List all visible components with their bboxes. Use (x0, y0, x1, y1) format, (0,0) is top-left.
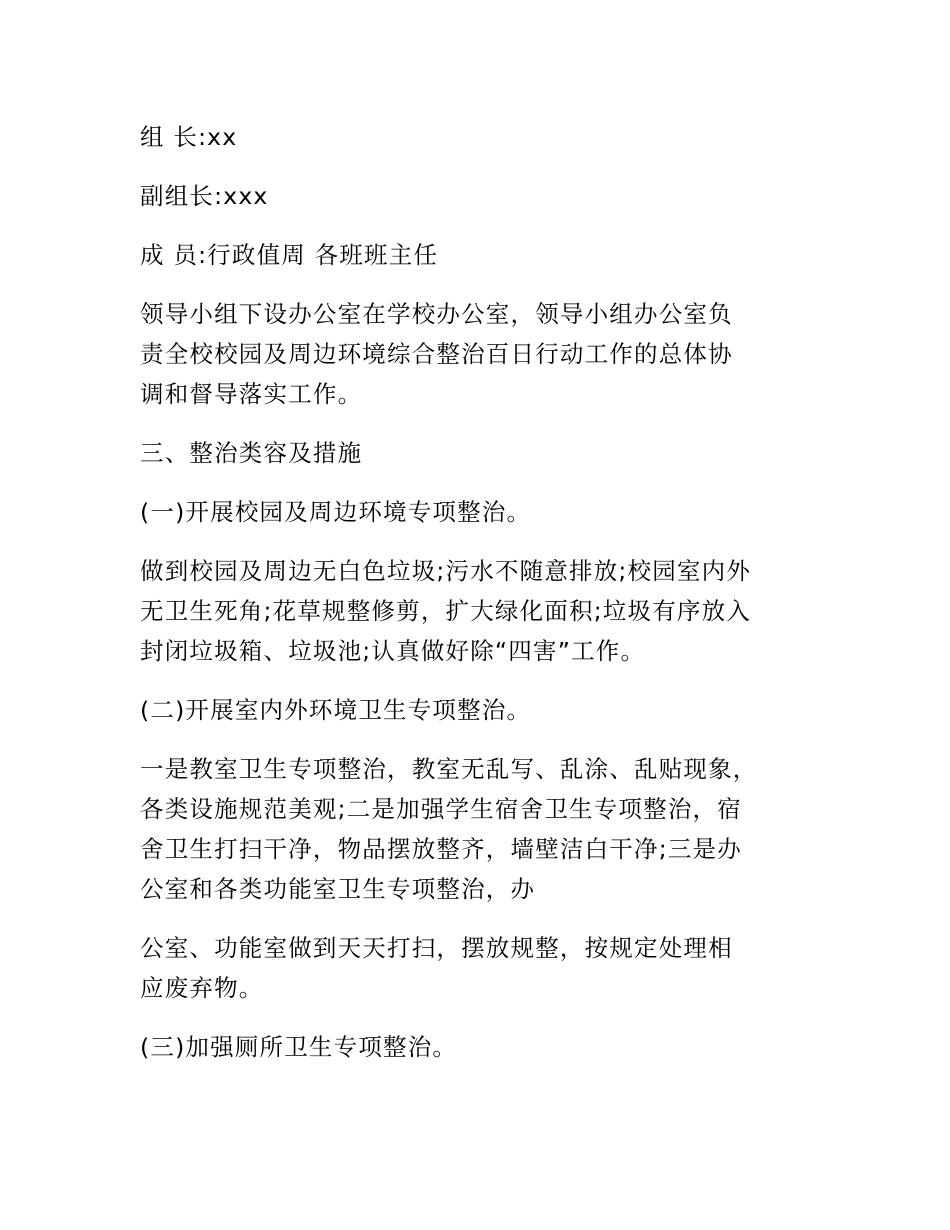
deputy-leader-line (140, 176, 820, 216)
members-line (140, 235, 820, 275)
text-line: 封闭垃圾箱、垃圾池;认真做好除“四害”工作。 (140, 637, 646, 665)
office-paragraph (140, 294, 820, 414)
subsection-body-1 (140, 551, 820, 671)
text-line: 一是教室卫生专项整治，教室无乱写、乱涂、乱贴现象， (140, 755, 758, 783)
leader-line (140, 117, 820, 157)
text-line: 成 员:行政值周 各班班主任 (140, 241, 439, 269)
text-line: 公室、功能室做到天天打扫，摆放规整，按规定处理相 (140, 934, 733, 962)
text-line: (二)开展室内外环境卫生专项整治。 (140, 696, 532, 724)
text-line: 领导小组下设办公室在学校办公室，领导小组办公室负 (140, 300, 733, 328)
text-line: 做到校园及周边无白色垃圾;污水不随意排放;校园室内外 (140, 557, 752, 585)
section-heading (140, 433, 820, 473)
text-line: 责全校校园及周边环境综合整治百日行动工作的总体协 (140, 340, 733, 368)
text-line: 公室和各类功能室卫生专项整治，办 (140, 875, 536, 903)
subsection-heading-1 (140, 492, 820, 532)
text-line: 调和督导落实工作。 (140, 380, 363, 408)
subsection-heading-2 (140, 690, 820, 730)
text-line: 各类设施规范美观;二是加强学生宿舍卫生专项整治，宿 (140, 795, 742, 823)
subsection-heading-3 (140, 1027, 820, 1067)
subsection-body-2-continued (140, 928, 820, 1008)
text-line: (三)加强厕所卫生专项整治。 (140, 1033, 458, 1061)
subsection-body-2 (140, 749, 820, 909)
text-line: 应废弃物。 (140, 974, 264, 1002)
text-line: 组 长:xx (140, 123, 238, 151)
text-line: 三、整治类容及措施 (140, 439, 363, 467)
text-line: 副组长:xxx (140, 182, 269, 210)
text-line: 无卫生死角;花草规整修剪，扩大绿化面积;垃圾有序放入 (140, 597, 752, 625)
document-body (140, 117, 820, 1086)
text-line: 舍卫生打扫干净，物品摆放整齐，墙壁洁白干净;三是办 (140, 835, 742, 863)
text-line: (一)开展校园及周边环境专项整治。 (140, 498, 532, 526)
